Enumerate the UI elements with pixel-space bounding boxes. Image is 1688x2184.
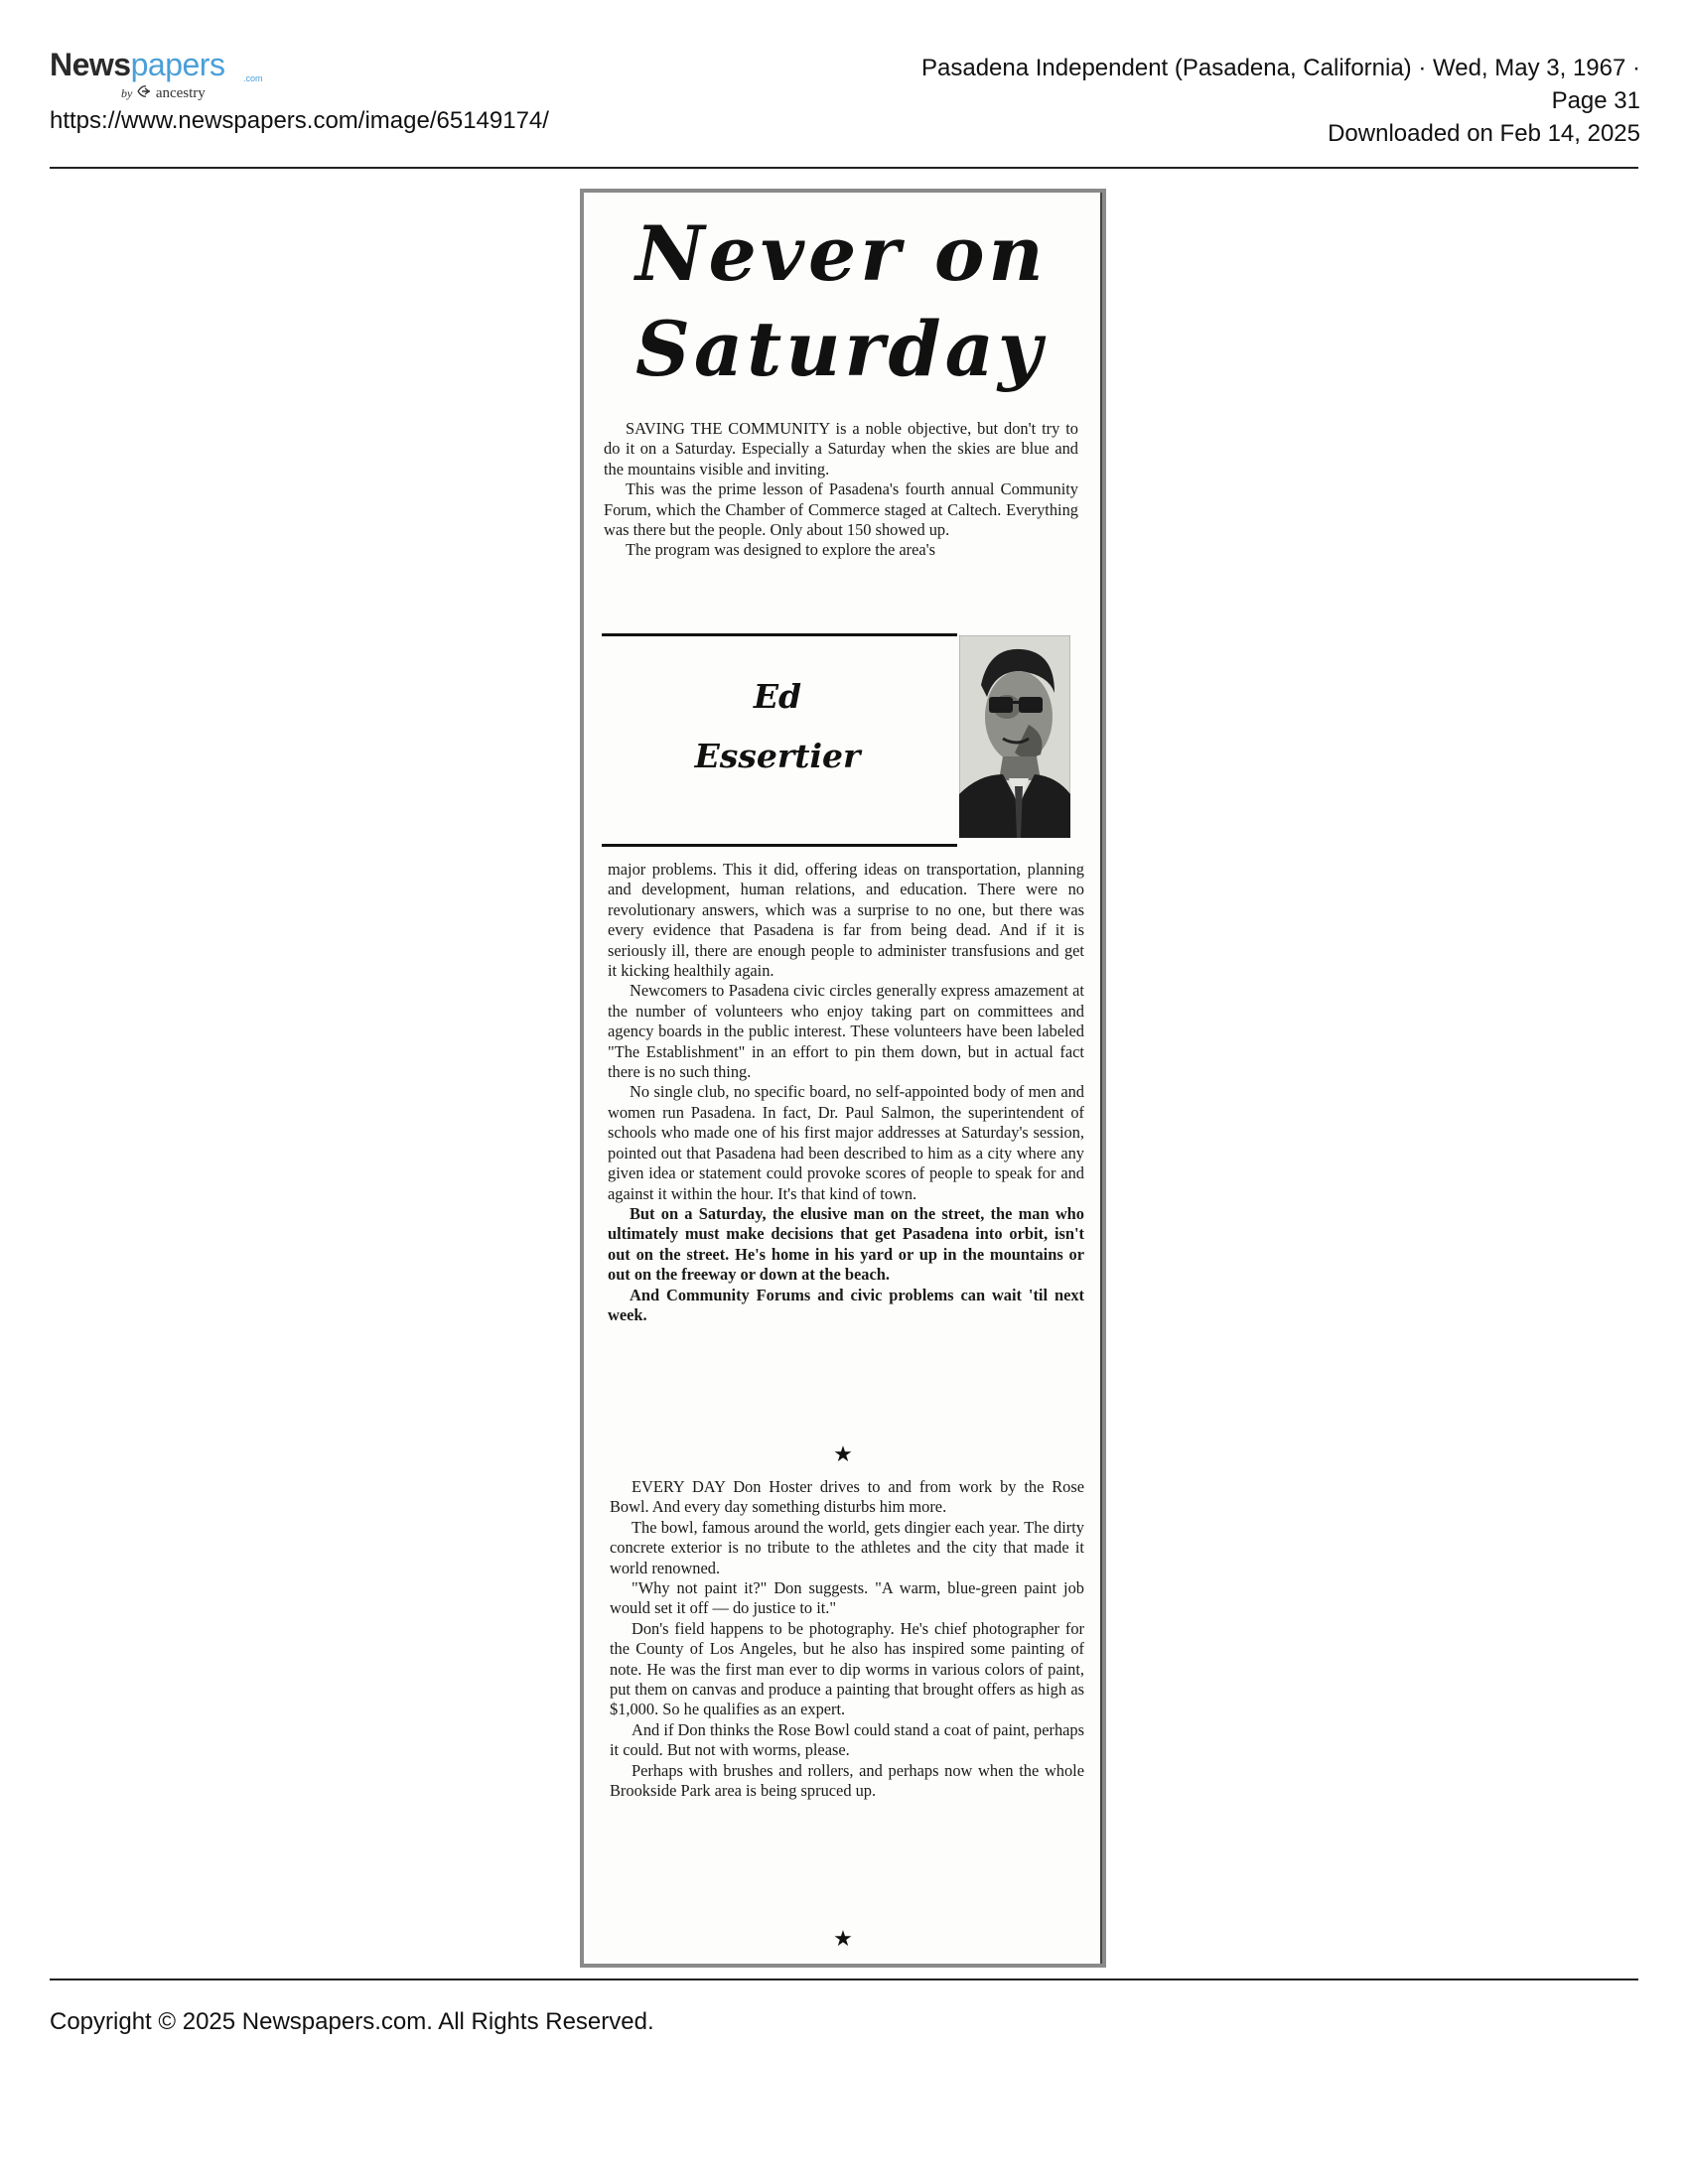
byline-top-rule — [602, 633, 957, 636]
source-url-link[interactable]: https://www.newspapers.com/image/65149174/ — [50, 107, 549, 134]
copyright-notice: Copyright © 2025 Newspapers.com. All Rights Reserved. — [50, 2008, 654, 2035]
byline-last-name: Essertier — [694, 737, 861, 775]
logo-partner-name: ancestry — [155, 85, 206, 101]
newspapers-logo[interactable] — [50, 48, 268, 105]
intro-text — [604, 419, 1078, 561]
intro-paragraph: SAVING THE COMMUNITY is a noble objective, but don't try to do it on a Saturday. Especially a Saturday when the skies are blue and the mountains visible and inviting. — [604, 419, 1078, 478]
intro-paragraph: This was the prime lesson of Pasadena's fourth annual Community Forum, which the Chamber of Commerce staged at Caltech. Everything was there but the people. Only about 150 showed up. — [604, 479, 1078, 540]
second-item-paragraph: Don's field happens to be photography. He's chief photographer for the County of Los Angeles, but he also has inspired some painting of note. He was the first man ever to dip worms in various colors of paint, put them on canvas and produce a painting that brought offers as high as $1,000. So he qualifies as an expert. — [610, 1618, 1084, 1719]
header-divider — [50, 167, 1638, 169]
body-paragraph: No single club, no specific board, no self-appointed body of men and women run Pasadena. In fact, Dr. Paul Salmon, the superintendent of schools who made one of his first major addresses at Saturday's session, pointed out that Pasadena had been described to him as a city where any given idea or statement could provoke scores of people to speak for and against it within the hour. It's that kind of town. — [608, 1082, 1084, 1203]
byline-bottom-rule — [602, 844, 957, 847]
byline-first-name: Ed — [753, 677, 802, 716]
publication-line: Pasadena Independent (Pasadena, California) · Wed, May 3, 1967 · — [920, 55, 1640, 81]
intro-paragraph: The program was designed to explore the area's — [626, 540, 935, 560]
second-item-paragraph: And if Don thinks the Rose Bowl could stand a coat of paint, perhaps it could. But not with worms, please. — [610, 1719, 1084, 1760]
second-item-paragraph: The bowl, famous around the world, gets dingier each year. The dirty concrete exterior is no tribute to the athletes and the city that made it world renowned. — [610, 1517, 1084, 1577]
headline-line-2: Saturday — [635, 305, 1047, 393]
article-headline — [635, 206, 1053, 397]
logo-by-word: by — [121, 86, 133, 100]
body-paragraph: Newcomers to Pasadena civic circles generally express amazement at the number of volunteers who enjoy taking part on committees and agency boards in the public interest. These volunteers have been labeled "The Establishment" in an effort to pin them down, but in actual fact there is no such thing. — [608, 981, 1084, 1082]
second-item-body — [610, 1477, 1084, 1802]
page-number: Page 31 — [1551, 87, 1640, 114]
author-portrait — [959, 635, 1070, 838]
end-star-separator: ★ — [833, 1926, 853, 1951]
logo-wordmark — [50, 48, 268, 81]
section-star-separator: ★ — [833, 1441, 853, 1466]
headline-line-1: Never on — [635, 209, 1048, 298]
article-body — [608, 860, 1084, 1325]
ancestry-leaf-icon — [136, 83, 152, 99]
second-item-paragraph: EVERY DAY Don Hoster drives to and from work by the Rose Bowl. And every day something disturbs him more. — [610, 1477, 1084, 1517]
second-item-paragraph: "Why not paint it?" Don suggests. "A warm, blue-green paint job would set it off — do justice to it." — [610, 1578, 1084, 1618]
download-date: Downloaded on Feb 14, 2025 — [1328, 120, 1640, 147]
body-paragraph: And Community Forums and civic problems can wait 'til next week. — [608, 1285, 1084, 1324]
logo-brand-part1: News — [50, 47, 131, 82]
body-paragraph: But on a Saturday, the elusive man on the street, the man who ultimately must make decisions that get Pasadena into orbit, isn't out on the street. He's home in his yard or up in the mountains or out on the freeway or down at the beach. — [608, 1203, 1084, 1285]
logo-byline — [121, 83, 206, 102]
logo-brand-part2: papers — [130, 47, 225, 82]
publication-meta — [826, 52, 1640, 150]
newspaper-clipping — [580, 189, 1106, 1968]
second-item-paragraph: Perhaps with brushes and rollers, and perhaps now when the whole Brookside Park area is being spruced up. — [610, 1760, 1084, 1801]
footer-divider — [50, 1979, 1638, 1980]
body-paragraph: major problems. This it did, offering ideas on transportation, planning and development, human relations, and education. There were no revolutionary answers, which was a surprise to no one, but there was every evidence that Pasadena is far from being dead. And if it is seriously ill, there are enough people to administer transfusions and get it kicking healthily again. — [608, 860, 1084, 981]
clipping-column — [584, 193, 1102, 1964]
logo-domain-suffix: .com — [243, 73, 263, 83]
